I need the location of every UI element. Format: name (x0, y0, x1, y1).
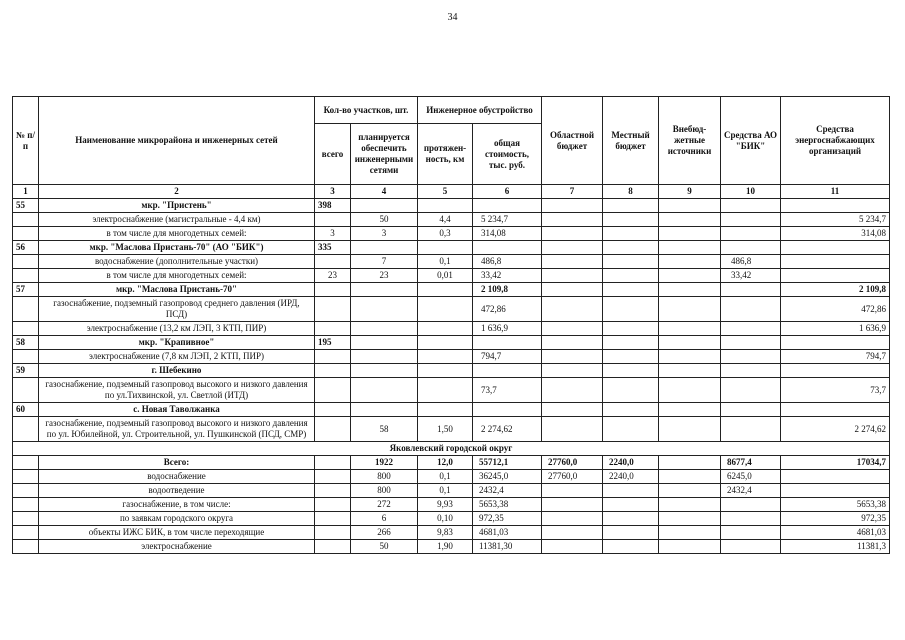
table-row (13, 350, 890, 364)
row-name: мкр. "Маслова Пристань-70" (АО "БИК") (39, 241, 315, 255)
row-name: мкр. "Крапивное" (39, 336, 315, 350)
row-name: электроснабжение (39, 540, 315, 554)
row-value (315, 255, 351, 269)
row-name: г. Шебекино (39, 364, 315, 378)
row-value (659, 213, 721, 227)
row-value (781, 364, 890, 378)
row-value (781, 484, 890, 498)
row-value (542, 283, 603, 297)
row-name: водоотведение (39, 484, 315, 498)
table-row (13, 417, 890, 442)
row-value: 195 (315, 336, 351, 350)
summary-body (13, 442, 890, 554)
row-value: 486,8 (721, 255, 781, 269)
row-value (351, 297, 418, 322)
page-number: 34 (447, 12, 458, 23)
row-value (542, 336, 603, 350)
row-value (603, 227, 659, 241)
row-value (603, 484, 659, 498)
row-value: 5 234,7 (781, 213, 890, 227)
row-value: 9,93 (418, 498, 473, 512)
row-value: 2432,4 (721, 484, 781, 498)
row-value (721, 403, 781, 417)
row-value (721, 283, 781, 297)
row-value (351, 403, 418, 417)
section-row (13, 364, 890, 378)
row-value (315, 283, 351, 297)
header-planned: планируется обеспечить инженерными сетями (351, 124, 418, 185)
row-number (13, 255, 39, 269)
row-value (315, 456, 351, 470)
row-value (603, 540, 659, 554)
row-value (603, 322, 659, 336)
row-name: мкр. "Пристень" (39, 199, 315, 213)
table-body (13, 199, 890, 442)
row-value (721, 378, 781, 403)
row-value (721, 540, 781, 554)
row-number: 56 (13, 241, 39, 255)
row-value (13, 456, 39, 470)
row-value (13, 526, 39, 540)
row-value (473, 336, 542, 350)
col-number: 4 (351, 185, 418, 199)
row-value (542, 255, 603, 269)
row-value (603, 498, 659, 512)
row-value (603, 255, 659, 269)
row-value (473, 403, 542, 417)
row-value: 27760,0 (542, 470, 603, 484)
section-row (13, 336, 890, 350)
row-value (659, 297, 721, 322)
total-row (13, 456, 890, 470)
row-name: электроснабжение (7,8 км ЛЭП, 2 КТП, ПИР) (39, 350, 315, 364)
row-value (13, 470, 39, 484)
row-value (542, 241, 603, 255)
table-row (13, 255, 890, 269)
col-number: 3 (315, 185, 351, 199)
row-value (418, 283, 473, 297)
row-value (721, 512, 781, 526)
row-value (659, 350, 721, 364)
row-value (603, 350, 659, 364)
row-number: 57 (13, 283, 39, 297)
row-value: 27760,0 (542, 456, 603, 470)
row-value: 17034,7 (781, 456, 890, 470)
row-value (351, 350, 418, 364)
row-value: 36245,0 (473, 470, 542, 484)
row-value: 8677,4 (721, 456, 781, 470)
row-value (351, 336, 418, 350)
row-value (542, 403, 603, 417)
row-value (721, 213, 781, 227)
header-length: протяжен-ность, км (418, 124, 473, 185)
row-value (418, 336, 473, 350)
section-row (13, 283, 890, 297)
row-value: 4,4 (418, 213, 473, 227)
row-value (315, 484, 351, 498)
row-value (659, 241, 721, 255)
col-number: 9 (659, 185, 721, 199)
row-value (721, 297, 781, 322)
row-value (351, 283, 418, 297)
row-value (659, 283, 721, 297)
row-value: 1 636,9 (473, 322, 542, 336)
row-value (418, 241, 473, 255)
row-value: 3 (315, 227, 351, 241)
row-number (13, 269, 39, 283)
row-value: 1,50 (418, 417, 473, 442)
header-offbudget: Внебюд-жетные источники (659, 97, 721, 185)
row-value (603, 336, 659, 350)
row-name: мкр. "Маслова Пристань-70" (39, 283, 315, 297)
row-value: 2432,4 (473, 484, 542, 498)
row-value (721, 336, 781, 350)
row-value: 4681,03 (473, 526, 542, 540)
col-number: 11 (781, 185, 890, 199)
row-value: 3 (351, 227, 418, 241)
row-value (659, 378, 721, 403)
row-value (542, 269, 603, 283)
row-value (781, 269, 890, 283)
col-number: 8 (603, 185, 659, 199)
row-value: 33,42 (721, 269, 781, 283)
row-name: водоснабжение (39, 470, 315, 484)
row-value (781, 255, 890, 269)
row-value (315, 297, 351, 322)
row-value (659, 269, 721, 283)
table-row (13, 378, 890, 403)
row-value (659, 227, 721, 241)
row-value (659, 512, 721, 526)
col-number: 6 (473, 185, 542, 199)
row-value (315, 470, 351, 484)
row-value: 11381,30 (473, 540, 542, 554)
row-number (13, 213, 39, 227)
row-number: 60 (13, 403, 39, 417)
table-row (13, 322, 890, 336)
row-value: 266 (351, 526, 418, 540)
header-local: Местный бюджет (603, 97, 659, 185)
row-value (542, 417, 603, 442)
col-number: 10 (721, 185, 781, 199)
row-number (13, 322, 39, 336)
row-value (315, 526, 351, 540)
row-value: 9,83 (418, 526, 473, 540)
row-value: 1922 (351, 456, 418, 470)
row-name: в том числе для многодетных семей: (39, 227, 315, 241)
header-energy: Средства энергоснабжающих организаций (781, 97, 890, 185)
col-number: 5 (418, 185, 473, 199)
col-number: 7 (542, 185, 603, 199)
row-value: 314,08 (781, 227, 890, 241)
row-name: с. Новая Таволжанка (39, 403, 315, 417)
row-value: 5 234,7 (473, 213, 542, 227)
row-value (418, 297, 473, 322)
row-value (542, 484, 603, 498)
row-value: 2240,0 (603, 470, 659, 484)
row-value (721, 199, 781, 213)
row-value (542, 540, 603, 554)
row-value (542, 498, 603, 512)
row-value (659, 484, 721, 498)
row-value: 12,0 (418, 456, 473, 470)
row-value (315, 322, 351, 336)
row-value (603, 512, 659, 526)
summary-row (13, 484, 890, 498)
row-value (659, 403, 721, 417)
row-value (351, 378, 418, 403)
header-total: всего (315, 124, 351, 185)
row-value (659, 417, 721, 442)
row-value (13, 540, 39, 554)
row-name: газоснабжение, подземный газопровод среднего давления (ИРД, ПСД) (39, 297, 315, 322)
row-value (659, 322, 721, 336)
row-value (721, 526, 781, 540)
row-value: 50 (351, 213, 418, 227)
header-bik: Средства АО "БИК" (721, 97, 781, 185)
row-value: 794,7 (781, 350, 890, 364)
row-value (542, 297, 603, 322)
summary-row (13, 526, 890, 540)
row-value: 0,1 (418, 255, 473, 269)
row-value: 2 274,62 (473, 417, 542, 442)
row-value: 794,7 (473, 350, 542, 364)
row-value (781, 470, 890, 484)
row-value: 11381,3 (781, 540, 890, 554)
row-value: 800 (351, 484, 418, 498)
row-value (13, 498, 39, 512)
row-value (659, 526, 721, 540)
row-value (603, 378, 659, 403)
row-value (721, 417, 781, 442)
row-value: 1 636,9 (781, 322, 890, 336)
row-value (315, 350, 351, 364)
row-value: 0,01 (418, 269, 473, 283)
row-value (542, 512, 603, 526)
row-value: 800 (351, 470, 418, 484)
row-value (603, 297, 659, 322)
row-value (542, 227, 603, 241)
row-value: 73,7 (473, 378, 542, 403)
row-value (659, 540, 721, 554)
row-value: 314,08 (473, 227, 542, 241)
row-value (781, 241, 890, 255)
row-value: 972,35 (781, 512, 890, 526)
row-value (603, 283, 659, 297)
row-value (418, 403, 473, 417)
row-value (721, 498, 781, 512)
header-plots-group: Кол-во участков, шт. (315, 97, 418, 124)
row-value: 5653,38 (781, 498, 890, 512)
row-value (659, 498, 721, 512)
table-row (13, 269, 890, 283)
row-value (603, 364, 659, 378)
row-value (781, 336, 890, 350)
row-value (13, 484, 39, 498)
row-value: 0,10 (418, 512, 473, 526)
row-value (659, 364, 721, 378)
row-value (315, 512, 351, 526)
row-value: 50 (351, 540, 418, 554)
row-value: 2 109,8 (781, 283, 890, 297)
row-name: газоснабжение, подземный газопровод высокого и низкого давления по ул.Тихвинской, ул. Светлой (ИТД) (39, 378, 315, 403)
row-value (418, 378, 473, 403)
row-value (603, 403, 659, 417)
header-regional: Областной бюджет (542, 97, 603, 185)
row-name: газоснабжение, в том числе: (39, 498, 315, 512)
row-value (721, 322, 781, 336)
row-value (473, 199, 542, 213)
row-value (542, 213, 603, 227)
row-value: 73,7 (781, 378, 890, 403)
row-value: 23 (351, 269, 418, 283)
col-number: 2 (39, 185, 315, 199)
row-value: 2 109,8 (473, 283, 542, 297)
row-value: 6245,0 (721, 470, 781, 484)
row-value (659, 255, 721, 269)
row-value: 398 (315, 199, 351, 213)
row-value: 0,1 (418, 470, 473, 484)
row-value: 0,1 (418, 484, 473, 498)
row-value (603, 241, 659, 255)
row-name: по заявкам городского округа (39, 512, 315, 526)
section-row (13, 199, 890, 213)
row-value (542, 364, 603, 378)
row-number (13, 227, 39, 241)
row-value (351, 241, 418, 255)
row-value (13, 512, 39, 526)
row-value (721, 364, 781, 378)
row-name: объекты ИЖС БИК, в том числе переходящие (39, 526, 315, 540)
row-value: 2240,0 (603, 456, 659, 470)
row-value: 7 (351, 255, 418, 269)
table-row (13, 227, 890, 241)
row-number (13, 297, 39, 322)
section-row (13, 403, 890, 417)
row-number (13, 350, 39, 364)
summary-row (13, 540, 890, 554)
row-value (542, 322, 603, 336)
row-name: Всего: (39, 456, 315, 470)
row-value: 335 (315, 241, 351, 255)
row-value (659, 470, 721, 484)
row-value: 5653,38 (473, 498, 542, 512)
header-name: Наименование микрорайона и инженерных сетей (39, 97, 315, 185)
row-value: 972,35 (473, 512, 542, 526)
row-value (315, 498, 351, 512)
row-value (542, 350, 603, 364)
row-value (781, 199, 890, 213)
row-value (721, 350, 781, 364)
row-value: 1,90 (418, 540, 473, 554)
row-name: электроснабжение (13,2 км ЛЭП, 3 КТП, ПИР) (39, 322, 315, 336)
row-value (315, 417, 351, 442)
row-value (351, 199, 418, 213)
row-value (603, 213, 659, 227)
table-row (13, 297, 890, 322)
row-value: 2 274,62 (781, 417, 890, 442)
row-value (351, 364, 418, 378)
row-value: 272 (351, 498, 418, 512)
row-value (473, 241, 542, 255)
row-number: 58 (13, 336, 39, 350)
section-row (13, 241, 890, 255)
row-value: 55712,1 (473, 456, 542, 470)
row-value (603, 199, 659, 213)
row-value: 33,42 (473, 269, 542, 283)
column-number-row (13, 185, 890, 199)
row-value (542, 526, 603, 540)
row-value (781, 403, 890, 417)
row-value (603, 417, 659, 442)
row-value: 472,86 (781, 297, 890, 322)
table-row (13, 213, 890, 227)
row-value (418, 199, 473, 213)
row-value (603, 526, 659, 540)
header-eng-group: Инженерное обустройство (418, 97, 542, 124)
row-value (351, 322, 418, 336)
district-title: Яковлевский городской округ (13, 442, 890, 456)
row-value (473, 364, 542, 378)
header-num: № п/п (13, 97, 39, 185)
row-value (315, 378, 351, 403)
row-value (315, 364, 351, 378)
header-cost: общая стоимость, тыс. руб. (473, 124, 542, 185)
summary-row (13, 470, 890, 484)
row-name: электроснабжение (магистральные - 4,4 км) (39, 213, 315, 227)
row-name: газоснабжение, подземный газопровод высокого и низкого давления по ул. Юбилейной, ул. Строительной, ул. Пушкинской (ПСД, СМР) (39, 417, 315, 442)
row-value (315, 213, 351, 227)
row-value (542, 378, 603, 403)
row-value (659, 456, 721, 470)
row-value: 23 (315, 269, 351, 283)
row-value: 472,86 (473, 297, 542, 322)
investment-table (12, 96, 890, 554)
row-value (315, 540, 351, 554)
district-row (13, 442, 890, 456)
row-value (418, 350, 473, 364)
summary-row (13, 498, 890, 512)
row-number: 55 (13, 199, 39, 213)
row-value (315, 403, 351, 417)
row-number (13, 417, 39, 442)
row-value (542, 199, 603, 213)
col-number: 1 (13, 185, 39, 199)
row-value (659, 336, 721, 350)
row-value: 6 (351, 512, 418, 526)
row-name: в том числе для многодетных семей: (39, 269, 315, 283)
row-number: 59 (13, 364, 39, 378)
row-value (418, 364, 473, 378)
row-value (721, 227, 781, 241)
row-value: 486,8 (473, 255, 542, 269)
row-value: 0,3 (418, 227, 473, 241)
row-name: водоснабжение (дополнительные участки) (39, 255, 315, 269)
row-number (13, 378, 39, 403)
row-value (721, 241, 781, 255)
row-value: 4681,03 (781, 526, 890, 540)
row-value (603, 269, 659, 283)
row-value: 58 (351, 417, 418, 442)
row-value (659, 199, 721, 213)
row-value (418, 322, 473, 336)
summary-row (13, 512, 890, 526)
